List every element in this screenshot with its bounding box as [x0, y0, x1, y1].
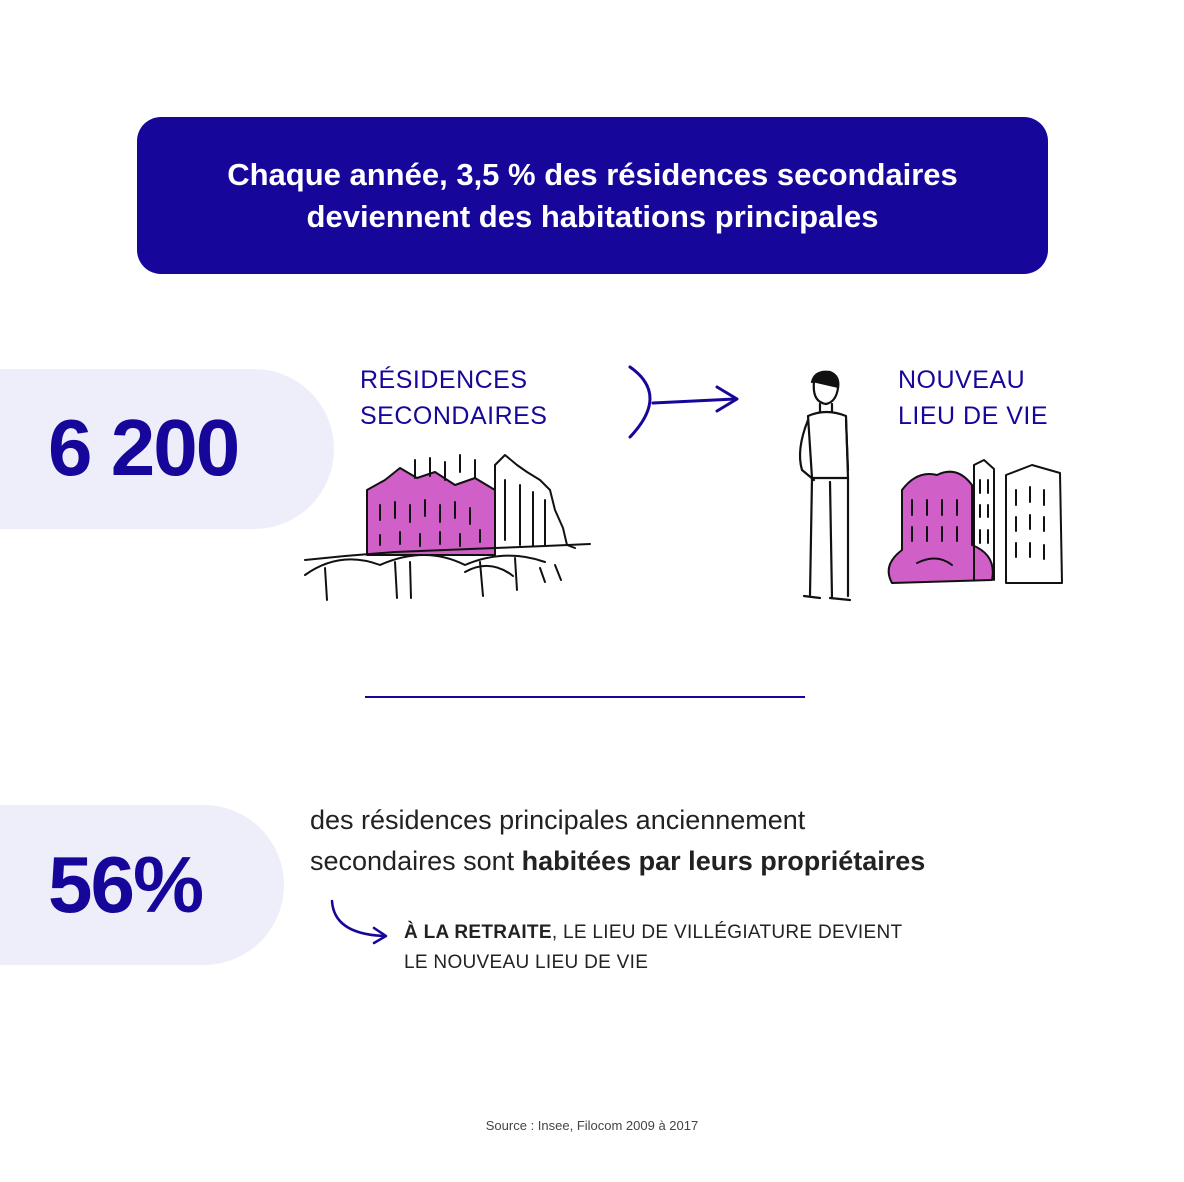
town-illustration-icon	[305, 450, 590, 600]
note-line-2: LE NOUVEAU LIEU DE VIE	[404, 952, 649, 973]
nouveau-label-line-2: LIEU DE VIE	[898, 402, 1048, 430]
arrow-right-icon	[625, 365, 745, 440]
source-text: Source : Insee, Filocom 2009 à 2017	[485, 1118, 699, 1133]
nouveau-label-line-1: NOUVEAU	[898, 366, 1026, 394]
residences-label-line-1: RÉSIDENCES	[360, 366, 528, 394]
headline-line-2: deviennent des habitations principales	[306, 198, 879, 234]
stat2-description-bold: habitées par leurs propriétaires	[521, 846, 926, 876]
curved-arrow-icon	[328, 898, 393, 943]
person-illustration-icon	[790, 370, 855, 605]
nouveau-lieu-label	[898, 362, 1048, 434]
section-divider	[365, 696, 805, 698]
stat2-description	[310, 800, 925, 882]
stat2-description-plain: secondaires sont	[310, 846, 522, 876]
residences-label-line-2: SECONDAIRES	[360, 402, 548, 430]
headline-line-1: Chaque année, 3,5 % des résidences secondaires	[227, 156, 958, 192]
retirement-note	[404, 918, 902, 978]
residences-secondaires-label	[360, 362, 547, 434]
stat2-description-line-1: des résidences principales anciennement	[310, 805, 806, 835]
stat-value-6200: 6 200	[48, 403, 239, 492]
note-line-1	[404, 918, 902, 948]
stat-value-56: 56%	[48, 840, 203, 929]
note-rest: , LE LIEU DE VILLÉGIATURE DEVIENT	[551, 922, 903, 943]
headline-banner	[137, 117, 1048, 274]
note-bold: À LA RETRAITE	[404, 922, 552, 943]
stat2-description-line-2	[310, 841, 925, 882]
city-buildings-illustration-icon	[882, 455, 1072, 590]
